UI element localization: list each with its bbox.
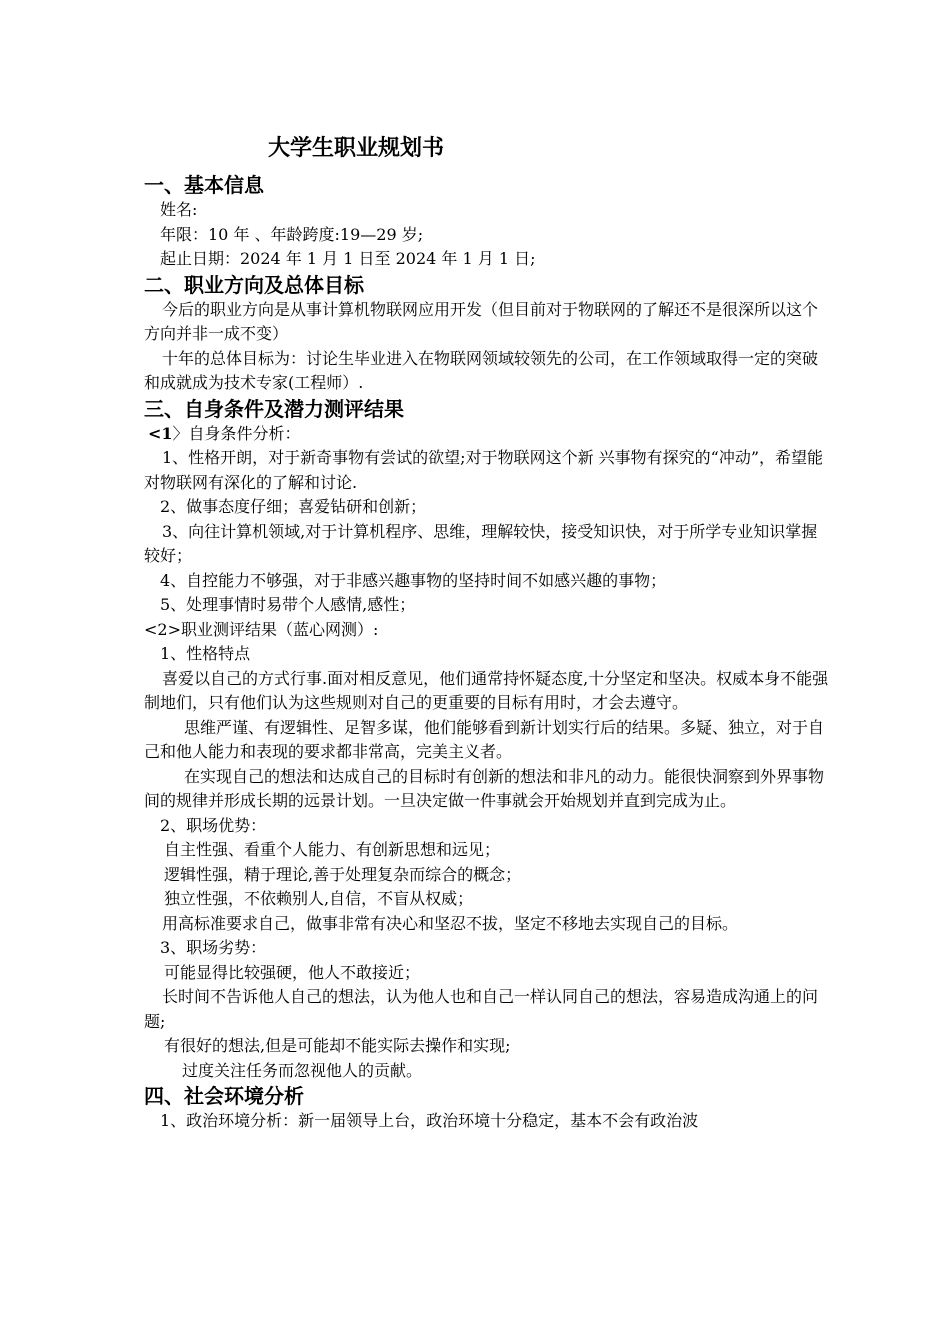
list-item: 1、性格开朗，对于新奇事物有尝试的欲望;对于物联网这个新 兴事物有探究的“冲动”，希望能对物联网有深化的了解和讨论. <box>144 448 824 492</box>
weakness-item: 过度关注任务而忽视他人的贡献。 <box>182 1060 423 1080</box>
result-paragraph: 思维严谨、有逻辑性、足智多谋，他们能够看到新计划实行后的结果。多疑、独立，对于自己和他人能力和表现的要求都非常高，完美主义者。 <box>144 717 825 761</box>
list-item: 2、做事态度仔细；喜爱钻研和创新； <box>160 497 427 516</box>
strength-item: 独立性强，不依赖别人,自信，不盲从权威； <box>164 889 474 908</box>
weakness-item: 可能显得比较强硬，他人不敢接近； <box>164 962 421 982</box>
section-heading-career-goal: 二、职业方向及总体目标 <box>144 272 364 297</box>
result-paragraph: 喜爱以自己的方式行事.面对相反意见，他们通常持怀疑态度,十分坚定和坚决。权威本身不能强制地们，只有他们认为这些规则对自己的更重要的目标有用时，才会去遵守。 <box>144 668 829 712</box>
section-heading-basic-info: 一、基本信息 <box>144 173 264 197</box>
paragraph-political-environment: 1、政治环境分析：新一届领导上台，政治环境十分稳定，基本不会有政治波 <box>160 1111 699 1130</box>
section-heading-self-assessment: 三、自身条件及潜力测评结果 <box>144 396 404 421</box>
subsection-label: 〉自身条件分析： <box>172 423 301 443</box>
result-heading-weaknesses: 3、职场劣势： <box>160 938 267 957</box>
paragraph-career-direction: 今后的职业方向是从事计算机物联网应用开发（但目前对于物联网的了解还不是很深所以这个方向并非一成不变） <box>144 299 819 343</box>
result-paragraph: 在实现自己的想法和达成自己的目标时有创新的想法和非凡的动力。能很快洞察到外界事物间的规律并形成长期的远景计划。一旦决定做一件事就会开始规划并直到完成为止。 <box>144 766 825 810</box>
weakness-item: 长时间不告诉他人自己的想法，认为他人也和自己一样认同自己的想法，容易造成沟通上的问题; <box>144 987 819 1031</box>
result-heading-personality: 1、性格特点 <box>160 644 251 663</box>
document-title: 大学生职业规划书 <box>268 136 445 161</box>
section-heading-social-environment: 四、社会环境分析 <box>144 1084 304 1108</box>
field-years: 年限：10 年 、年龄跨度:19—29 岁; <box>160 224 424 244</box>
strength-item: 自主性强、看重个人能力、有创新思想和远见； <box>164 840 501 859</box>
subsection-self-analysis <box>144 422 824 447</box>
document-body <box>144 172 829 1134</box>
list-item: 5、处理事情时易带个人感情,感性； <box>160 595 416 614</box>
strength-item: 逻辑性强，精于理论,善于处理复杂而综合的概念； <box>164 864 522 884</box>
subsection-test-results: <2>职业测评结果（蓝心网测）: <box>144 619 379 639</box>
result-heading-strengths: 2、职场优势： <box>160 815 267 835</box>
list-item: 3、向往计算机领域,对于计算机程序、思维，理解较快，接受知识快，对于所学专业知识掌握较好； <box>144 521 818 565</box>
subsection-marker: <1 <box>148 423 173 443</box>
list-item: 4、自控能力不够强，对于非感兴趣事物的坚持时间不如感兴趣的事物； <box>160 570 667 590</box>
field-name: 姓名: <box>160 200 198 219</box>
strength-item: 用高标准要求自己，做事非常有决心和坚忍不拔，坚定不移地去实现自己的目标。 <box>162 913 739 933</box>
paragraph-overall-goal: 十年的总体目标为：讨论生毕业进入在物联网领域较领先的公司，在工作领域取得一定的突破和成就成为技术专家(工程师）. <box>144 348 819 392</box>
weakness-item: 有很好的想法,但是可能却不能实际去操作和实现; <box>164 1036 511 1055</box>
field-dates: 起止日期：2024 年 1 月 1 日至 2024 年 1 月 1 日; <box>160 249 536 268</box>
